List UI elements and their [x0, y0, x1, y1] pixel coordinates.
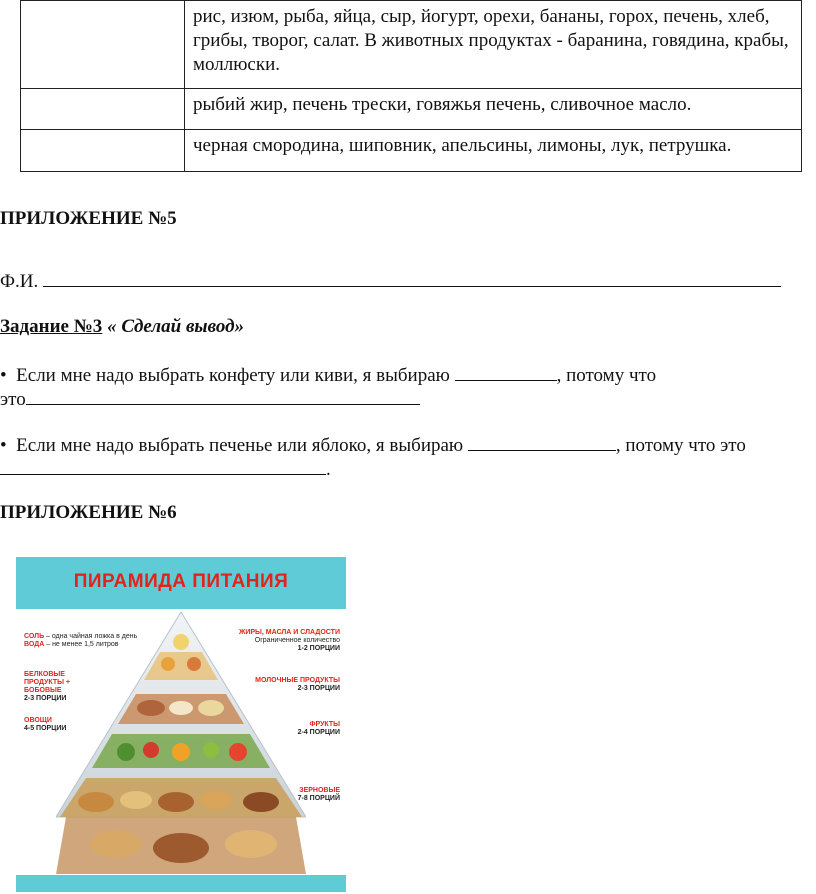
bullet-2-line-2 — [0, 456, 331, 481]
bullet-2 — [0, 432, 812, 457]
table-row — [21, 130, 802, 172]
bullet-1-text-b: , потому что — [556, 365, 657, 386]
label-fats: ЖИРЫ, МАСЛА И СЛАДОСТИ Ограниченное количество 1-2 ПОРЦИИ — [239, 629, 340, 652]
poster-footer-band — [16, 875, 346, 892]
name-field-blank[interactable] — [43, 268, 781, 287]
task-title: « Сделай вывод» — [107, 316, 245, 337]
bullet-1-blank-2[interactable] — [26, 386, 420, 405]
bullet-1-line-2 — [0, 386, 420, 411]
label-protein: БЕЛКОВЫЕ ПРОДУКТЫ + БОБОВЫЕ 2-3 ПОРЦИИ — [24, 671, 70, 702]
table-cell-left — [21, 89, 185, 130]
bullet-2-blank-2[interactable] — [0, 456, 326, 475]
table-cell-right: рыбий жир, печень трески, говяжья печень, сливочное масло. — [185, 89, 802, 130]
name-field-row — [0, 268, 800, 293]
bullet-2-text-b: , потому что это — [615, 435, 746, 456]
food-pyramid-poster — [16, 557, 346, 892]
bullet-marker: • — [0, 435, 7, 456]
table-cell-left — [21, 1, 185, 89]
label-dairy: МОЛОЧНЫЕ ПРОДУКТЫ 2-3 ПОРЦИИ — [255, 677, 340, 692]
bullet-2-text-a: Если мне надо выбрать печенье или яблоко, я выбираю — [16, 435, 464, 456]
label-vegetables: ОВОЩИ 4-5 ПОРЦИИ — [24, 717, 67, 732]
poster-title: ПИРАМИДА ПИТАНИЯ — [73, 571, 289, 592]
bullet-2-blank-1[interactable] — [468, 432, 616, 451]
foods-table — [20, 0, 802, 172]
table-row — [21, 1, 802, 89]
table-row — [21, 89, 802, 130]
task-number: Задание №3 — [0, 316, 103, 337]
table-cell-left — [21, 130, 185, 172]
label-salt-water: СОЛЬ – одна чайная ложка в день ВОДА – не менее 1,5 литров — [24, 633, 138, 648]
table-cell-right: рис, изюм, рыба, яйца, сыр, йогурт, орехи, бананы, горох, печень, хлеб, грибы, творог, салат. В животных продуктах - баранина, говядина, крабы, моллюски. — [185, 1, 802, 89]
table-cell-right: черная смородина, шиповник, апельсины, лимоны, лук, петрушка. — [185, 130, 802, 172]
label-fruits: ФРУКТЫ 2-4 ПОРЦИИ — [297, 721, 340, 736]
appendix-5-heading: ПРИЛОЖЕНИЕ №5 — [0, 208, 177, 229]
label-grains: ЗЕРНОВЫЕ 7-8 ПОРЦИЙ — [297, 787, 340, 802]
bullet-1-text-c: это — [0, 389, 26, 410]
bullet-1-text-a: Если мне надо выбрать конфету или киви, я выбираю — [16, 365, 450, 386]
bullet-2-text-c: . — [326, 459, 331, 480]
bullet-marker: • — [0, 365, 7, 386]
appendix-6-heading: ПРИЛОЖЕНИЕ №6 — [0, 502, 177, 523]
bullet-1 — [0, 362, 810, 387]
name-field-label: Ф.И. — [0, 271, 39, 292]
task-heading — [0, 316, 244, 338]
bullet-1-blank-1[interactable] — [455, 362, 557, 381]
